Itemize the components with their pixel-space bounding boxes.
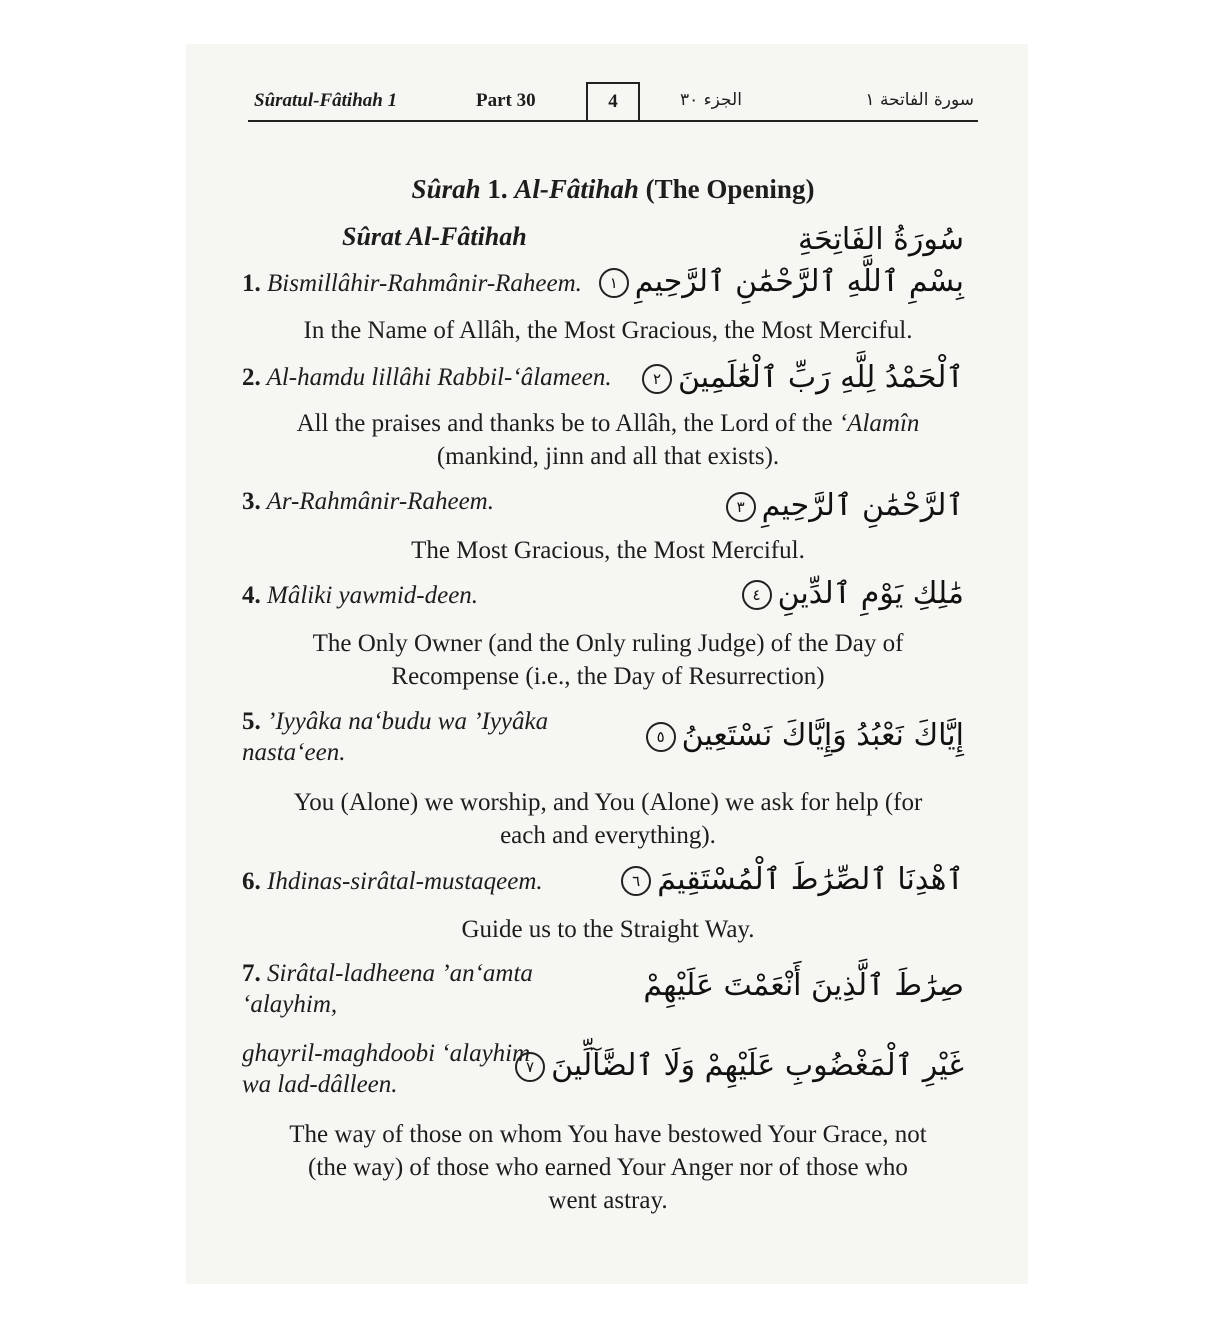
verse-2-meaning <box>238 407 978 473</box>
surah-subtitle: Sûrat Al-Fâtihah <box>342 222 527 251</box>
verse-1-number: 1. <box>242 270 261 297</box>
page-header <box>248 86 978 122</box>
verse-1-translit <box>242 268 582 299</box>
header-juz-arabic: الجزء ٣٠ <box>680 90 742 110</box>
verse-7-text-c: ghayril-maghdoobi ‘alayhim <box>242 1040 531 1067</box>
title-suffix: (The Opening) <box>638 174 815 204</box>
verse-6-meaning: Guide us to the Straight Way. <box>461 916 755 943</box>
verse-2-meaning-italic: ‘Alamîn <box>838 410 920 437</box>
verse-3-translit <box>242 486 494 517</box>
verse-7-text-a: Sirâtal-ladheena ’an‘amta <box>267 960 533 987</box>
verse-7-number: 7. <box>242 960 261 987</box>
verse-4-meaning-b: Recompense (i.e., the Day of Resurrection) <box>391 663 825 690</box>
verse-2-number: 2. <box>242 364 261 391</box>
verse-5-marker-icon: ٥ <box>646 722 676 752</box>
verse-1-arabic <box>593 262 964 302</box>
title-number: 1. <box>480 174 515 204</box>
verse-5-meaning <box>238 786 978 852</box>
verse-3-text: Ar-Rahmânir-Raheem. <box>266 488 494 515</box>
verse-2-translit <box>242 362 612 393</box>
verse-7-arabic-text-2: غَيْرِ ٱلْمَغْضُوبِ عَلَيْهِمْ وَلَا ٱلضَّآلِّينَ <box>551 1048 964 1083</box>
verse-3-number: 3. <box>242 488 261 515</box>
verse-5-arabic <box>640 716 964 756</box>
verse-6-translit <box>242 866 543 897</box>
verse-7-meaning-c: went astray. <box>548 1187 668 1214</box>
verse-4-text: Mâliki yawmid-deen. <box>267 582 479 609</box>
verse-6-arabic <box>615 860 964 900</box>
header-rule <box>248 120 978 122</box>
header-page-number: 4 <box>586 82 640 120</box>
surah-subtitle-arabic: سُورَةُ الفَاتِحَةِ <box>798 222 964 257</box>
title-name: Al-Fâtihah <box>514 174 639 204</box>
verse-7-meaning-b: (the way) of those who earned Your Anger nor of those who <box>308 1154 908 1181</box>
verse-4-arabic-text: مَٰلِكِ يَوْمِ ٱلدِّينِ <box>777 576 964 611</box>
verse-2-meaning-a: All the praises and thanks be to Allâh, the Lord of the <box>296 410 839 437</box>
verse-7-text-b: ‘alayhim, <box>242 991 338 1018</box>
verse-6-text: Ihdinas-sirâtal-mustaqeem. <box>267 868 543 895</box>
verse-5-meaning-a: You (Alone) we worship, and You (Alone) we ask for help (for <box>293 789 923 816</box>
verse-4-meaning-a: The Only Owner (and the Only ruling Judge) of the Day of <box>312 630 904 657</box>
verse-7-text-d: wa lad-dâlleen. <box>242 1071 398 1098</box>
verse-3-arabic <box>720 486 964 526</box>
verse-7-arabic-line-2 <box>509 1046 964 1086</box>
verse-6-marker-icon: ٦ <box>621 866 651 896</box>
verse-4-meaning <box>238 627 978 693</box>
verse-5-text-a: ’Iyyâka na‘budu wa ’Iyyâka <box>267 708 549 735</box>
verse-5-text-b: nasta‘een. <box>242 739 346 766</box>
verse-2-arabic-text: ٱلْحَمْدُ لِلَّهِ رَبِّ ٱلْعَٰلَمِينَ <box>677 360 964 395</box>
verse-4-translit <box>242 580 478 611</box>
verse-7-marker-icon: ٧ <box>515 1052 545 1082</box>
title-prefix: Sûrah <box>411 174 481 204</box>
verse-7-meaning-a: The way of those on whom You have bestowed Your Grace, not <box>289 1121 927 1148</box>
verse-1-text: Bismillâhir-Rahmânir-Raheem. <box>267 270 582 297</box>
verse-2-meaning-b: (mankind, jinn and all that exists). <box>436 443 780 470</box>
verse-4-number: 4. <box>242 582 261 609</box>
verse-5-number: 5. <box>242 708 261 735</box>
header-part: Part 30 <box>476 90 536 111</box>
verse-1-arabic-text: بِسْمِ ٱللَّهِ ٱلرَّحْمَٰنِ ٱلرَّحِيمِ <box>634 264 964 299</box>
verse-7-translit <box>242 958 533 1020</box>
header-surah-name: Sûratul-Fâtihah 1 <box>254 90 398 111</box>
verse-6-arabic-text: ٱهْدِنَا ٱلصِّرَٰطَ ٱلْمُسْتَقِيمَ <box>657 862 964 897</box>
verse-1-marker-icon: ١ <box>599 268 629 298</box>
verse-2-text: Al-hamdu lillâhi Rabbil-‘âlameen. <box>266 364 612 391</box>
verse-1-meaning: In the Name of Allâh, the Most Gracious, the Most Merciful. <box>303 317 913 344</box>
verse-7-arabic-line-1: صِرَٰطَ ٱلَّذِينَ أَنْعَمْتَ عَلَيْهِمْ <box>643 968 964 1003</box>
verse-5-meaning-b: each and everything). <box>500 822 716 849</box>
verse-7-meaning <box>238 1118 978 1217</box>
verse-3-arabic-text: ٱلرَّحْمَٰنِ ٱلرَّحِيمِ <box>761 488 964 523</box>
surah-title <box>248 174 978 205</box>
verse-6-number: 6. <box>242 868 261 895</box>
verse-5-arabic-text: إِيَّاكَ نَعْبُدُ وَإِيَّاكَ نَسْتَعِينُ <box>681 718 964 753</box>
verse-4-arabic <box>736 574 964 614</box>
verse-3-marker-icon: ٣ <box>726 492 756 522</box>
verse-4-marker-icon: ٤ <box>742 580 772 610</box>
header-surah-arabic: سورة الفاتحة ١ <box>865 90 974 110</box>
verse-2-arabic <box>636 358 964 398</box>
verse-7-translit-2 <box>242 1038 530 1100</box>
verse-2-marker-icon: ٢ <box>642 364 672 394</box>
verse-5-translit <box>242 706 548 768</box>
verse-3-meaning: The Most Gracious, the Most Merciful. <box>411 537 805 564</box>
